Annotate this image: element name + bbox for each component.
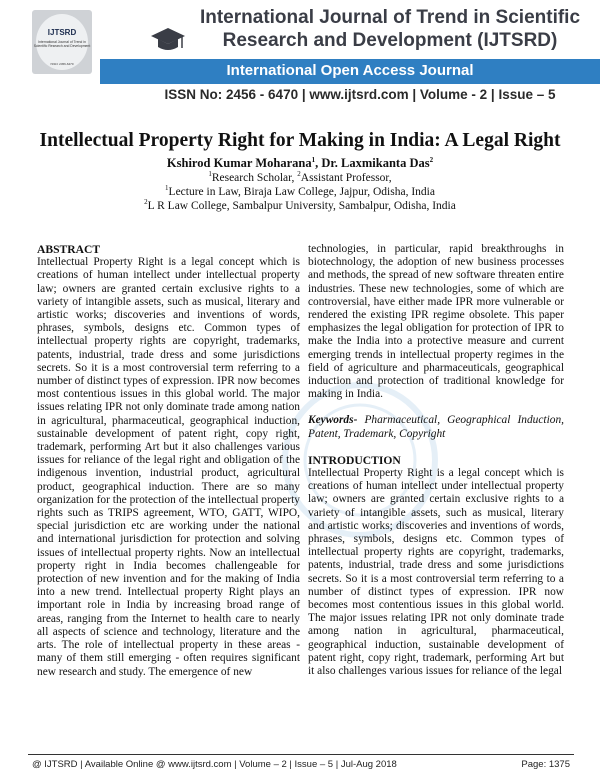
author-1: Kshirod Kumar Moharana [166,156,312,170]
graduation-cap-icon [150,26,186,54]
author-1-sup: 1 [311,155,316,164]
aff1-sup1: 1 [208,170,212,179]
journal-title [190,6,590,52]
left-column [37,243,300,679]
footer-citation: @ IJTSRD | Available Online @ www.ijtsrd.com | Volume – 2 | Issue – 5 | Jul-Aug 2018 [32,759,397,770]
affiliation-2 [0,186,600,198]
author-2: , Dr. Laxmikanta Das [315,156,430,170]
journal-title-line1: International Journal of Trend in Scientific [199,7,581,28]
keywords [308,414,564,440]
issn-line: ISSN No: 2456 - 6470 | www.ijtsrd.com | Volume - 2 | Issue – 5 [164,87,556,102]
right-column [308,243,564,678]
aff1-sup2: 2 [297,170,301,179]
aff1-role-a: Research Scholar, [211,172,298,184]
affiliation-3 [0,200,600,212]
keywords-label: Keywords- [308,414,358,427]
journal-subtitle: International Open Access Journal [226,62,474,79]
page-number: Page: 1375 [521,759,570,770]
aff1-role-b: Assistant Professor, [300,172,392,184]
journal-title-line2: Research and Development (IJTSRD) [222,30,558,51]
page-footer [0,754,600,776]
author-2-sup: 2 [429,155,434,164]
introduction-text: Intellectual Property Right is a legal concept which is creations of human intellect under intellectual property law; owners are granted certain exclusive rights to a variety of intangible assets, such as musical, literary and artistic works; discoveries and inventions of words, phrases, symbols, designs etc. Common types of intellectual property rights are copyright, trademarks, patents, industrial, trade dress and some jurisdictions secrets. So it is a most controversial term referring to a number of distinct types of expression. IPR now becomes most contentious issues in this global world. The major issues relating IPR not only dominate trade among nation in agricultural, pharmaceutical, geographical induction, sustainable development of patent right, copy right, trademark, performing Art but it also challenges various issues for reliance of the legal [308,467,564,678]
footer-rule [28,754,574,755]
affiliation-1 [0,172,600,184]
logo-text: IJTSRD [47,28,77,37]
abstract-heading: ABSTRACT [37,243,101,256]
abstract-text: Intellectual Property Right is a legal concept which is creations of human intellect under intellectual property law; owners are granted certain exclusive rights to a variety of intangible assets, such as musical, literary and artistic works; discoveries and inventions of words, phrases, symbols, designs etc. Common types of intellectual property rights are copyright, trademarks, patents, industrial, trade dress and some jurisdictions secrets. So it is a most controversial term referring to a number of distinct types of expression. IPR now becomes most contentious issues in this global world. The major issues relating IPR not only dominate trade among nation in agricultural, pharmaceutical, geographical induction, sustainable development of patent right, copy right, trademark, performing Art but it also challenges various issues for reliance of the legal right and obligation of the indigenous invention, industrial product, agricultural product, geographical induction. There are so many organization for the protection of the intellectual property rights such as TRIPS agreement, WTO, GATT, WIPO, special jurisdiction etc are working under the national and international jurisdiction for protection and solving issues of intellectual property rights. Now an intellectual property right in India becomes challengeable for protection of new invention and for the making of India into a new trend. Intellectual property Right plays an important role in India by increasing broad range of areas, ranging from the Internet to health care to nearly all aspects of science and technology, literature and the arts. The role of intellectual property in these areas - many of them still emerging - often requires significant new research and study. The emergence of new [37,256,300,678]
journal-logo [32,10,92,74]
introduction-heading: INTRODUCTION [308,453,401,467]
keywords-text: Pharmaceutical, Geographical Induction, Patent, Trademark, Copyright [308,414,564,440]
paper-authors [0,156,600,171]
logo-subtext: International Journal of Trend in Scientific Research and Development [33,40,91,48]
aff2-sup: 1 [165,184,169,193]
aff3-text: L R Law College, Sambalpur University, Sambalpur, Odisha, India [147,200,456,212]
aff3-sup: 2 [144,198,148,207]
logo-issn: ISSN: 2456-6470 [50,62,74,66]
aff2-text: Lecture in Law, Biraja Law College, Jajpur, Odisha, India [168,186,435,198]
journal-header [0,0,600,112]
paper-title: Intellectual Property Right for Making in India: A Legal Right [39,130,561,151]
abstract-text-continued: technologies, in particular, rapid breakthroughs in biotechnology, the adoption of new business processes and methods, the spread of new software threaten entire industries. These new technologies, some of which are controversial, have either made IPR more vulnerable or rendered the existing IPR regime obsolete. This paper emphasizes the legal obligation for protection of IPR to make the India into a protective measure and current emerging trends in intellectual property regimes in the field of agriculture and pharmaceuticals, geographical induction and protection of traditional knowledge for making in India. [308,243,564,401]
